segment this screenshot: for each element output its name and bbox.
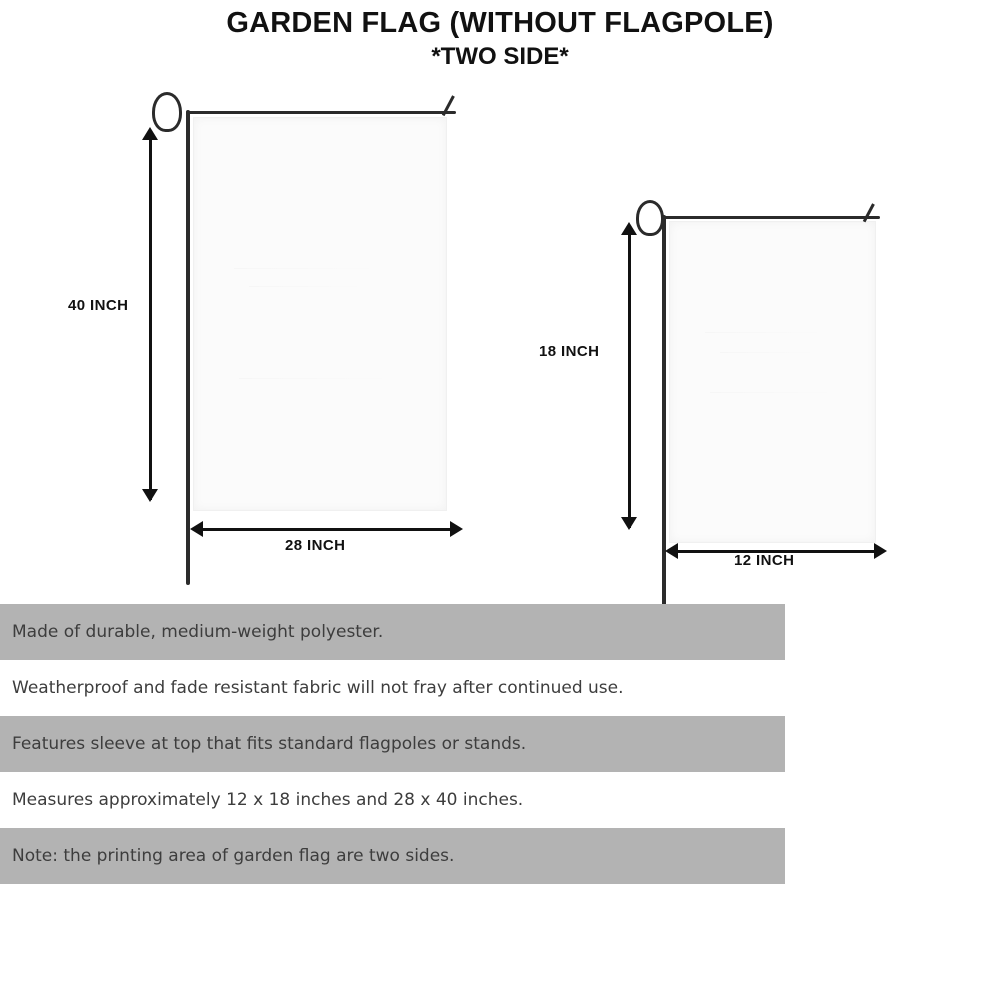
list-item — [0, 828, 785, 884]
large-flag-width-label: 28 INCH — [285, 537, 346, 554]
feature-text: Made of durable, medium-weight polyester. — [12, 621, 384, 642]
feature-text: Note: the printing area of garden flag are two sides. — [12, 845, 455, 866]
feature-list — [0, 604, 785, 884]
small-flag-pole-curl — [636, 200, 664, 236]
list-item — [0, 716, 785, 772]
large-flag-pole-curl — [152, 92, 182, 132]
small-flag-pole-arm — [662, 216, 880, 219]
page-title — [0, 8, 1000, 72]
feature-text: Weatherproof and fade resistant fabric will not fray after continued use. — [12, 677, 624, 698]
title-line-primary: GARDEN FLAG (WITHOUT FLAGPOLE) — [226, 7, 774, 39]
title-line-secondary: *TWO SIDE* — [431, 42, 569, 70]
large-flag-pole-vertical — [186, 110, 190, 585]
feature-text: Measures approximately 12 x 18 inches and 28 x 40 inches. — [12, 789, 524, 810]
feature-text: Features sleeve at top that fits standard flagpoles or stands. — [12, 733, 527, 754]
small-flag-pole-tip — [863, 203, 875, 222]
small-flag-width-label: 12 INCH — [734, 552, 795, 569]
list-item — [0, 660, 785, 716]
large-flag-cloth — [193, 117, 447, 511]
large-flag-height-label: 40 INCH — [68, 297, 129, 314]
small-flag-cloth — [669, 221, 876, 543]
list-item — [0, 772, 785, 828]
large-flag-pole-arm — [186, 111, 456, 114]
list-item — [0, 604, 785, 660]
small-flag-height-label: 18 INCH — [539, 343, 600, 360]
